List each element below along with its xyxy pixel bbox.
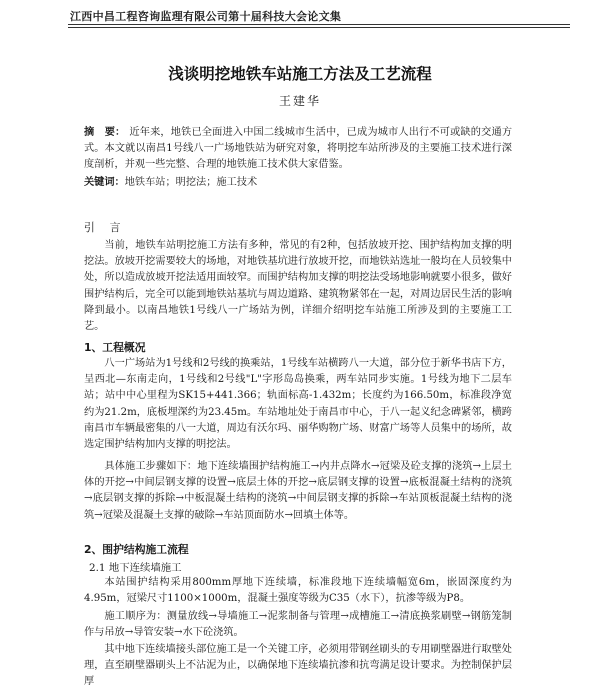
abstract-text: 近年来，地铁已全面进入中国二线城市生活中，已成为城市人出行不可或缺的交通方式。本文就以南昌1号线八一广场地铁站为研究对象，将明挖车站所涉及的主要施工技术进行深度剖析，并观一些完整、合理的地铁施工技术供大家借鉴。 <box>84 127 513 171</box>
abstract-label: 摘 要： <box>84 126 126 138</box>
intro-heading: 引 言 <box>84 221 123 234</box>
section-1-steps: 具体施工步骤如下：地下连续墙围护结构施工→内井点降水→冠梁及砼支撑的浇筑→上层土体的开挖→中间层钢支撑的设置→底层土体的开挖→底层钢支撑的设置→底板混凝土结构的浇筑→底层钢支撑的拆除→中板混凝土结构的浇筑→中间层钢支撑的拆除→车站顶板混凝土结构的浇筑→冠梁及混凝土支撑的破除→车站顶面防水→回填土体等。 <box>84 461 512 521</box>
author-name: 王建华 <box>278 94 321 108</box>
header-rule <box>68 24 570 25</box>
section-2-1-joint: 其中地下连续墙接头部位施工是一个关键工序，必须用带钢丝刷头的专用刷壁器进行取壁处理，直至刷壁器刷头上不沾泥为止，以确保地下连续墙抗渗和抗弯满足设计要求。为控制保护层厚 <box>84 644 512 688</box>
paper-title: 浅谈明挖地铁车站施工方法及工艺流程 <box>168 65 432 83</box>
section-1-paragraph: 八一广场站为1号线和2号线的换乘站，1号线车站横跨八一大道，部分位于新华书店下方，呈西北—东南走向，1号线和2号线"L"字形岛岛换乘，两车站同步实施。1号线为地下二层车站；站中中心里程为SK15+441.366；轨面标高-1.432m；长度约为166.50m，标准段净宽约为21.2m，底板埋深约为23.45m。车站地址处于南昌市中心，于八一起义纪念碑紧邻，横跨南昌市车辆最密集的八一大道，周边有沃尔玛、丽华购物广场、财富广场等人员集中的场所，故选定围护结构加内支撑的明挖法。 <box>84 358 512 451</box>
header-rule-thick <box>68 27 570 28</box>
intro-paragraph: 当前，地铁车站明挖施工方法有多种，常见的有2种，包括放坡开挖、围护结构加支撑的明挖法。放坡开挖需要较大的场地，对地铁基坑进行放坡开挖，而地铁站选址一般均在人员较集中处，所以造成放坡开挖法适用面较窄。而围护结构加支撑的明挖法受场地影响就要小很多，做好围护结构后，完全可以能到地铁站基坑与周边道路、建筑物紧邻在一起，对周边居民生活的影响降到最小。以南昌地铁1号线八一广场站为例，详细介绍明挖车站施工所涉及到的主要施工工艺。 <box>84 240 512 333</box>
section-2-1-paragraph: 本站围护结构采用800mm厚地下连续墙，标准段地下连续墙幅宽6m，嵌固深度约为4.95m，冠梁尺寸1100×1000m，混凝土强度等级为C35（水下），抗渗等级为P8。 <box>84 577 512 605</box>
keywords-label: 关键词： <box>84 176 125 188</box>
section-2-1-order: 施工顺序为：测量放线→导墙施工→泥浆制备与管理→成槽施工→清底换浆刷壁→钢筋笼制作与吊放→导管安装→水下砼浇筑。 <box>84 611 512 639</box>
keywords <box>84 174 512 191</box>
running-head: 江西中昌工程咨询监理有限公司第十届科技大会论文集 <box>70 10 342 23</box>
section-2-heading: 2、围护结构施工流程 <box>84 543 189 556</box>
abstract <box>84 124 512 174</box>
keywords-text: 地铁车站；明挖法；施工技术 <box>124 177 258 188</box>
section-1-heading: 1、工程概况 <box>84 341 146 354</box>
section-2-1-heading: 2.1 地下连续墙施工 <box>89 562 182 574</box>
